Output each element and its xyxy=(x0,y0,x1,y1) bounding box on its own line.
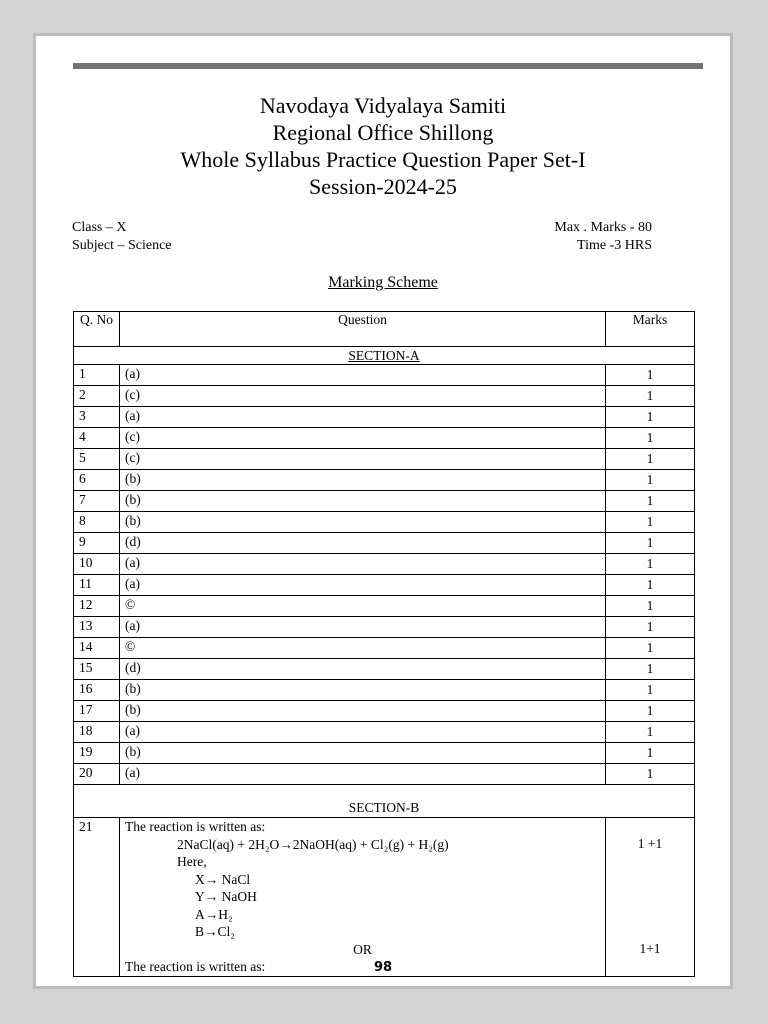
meta-left xyxy=(72,219,172,255)
qno-cell: 11 xyxy=(74,575,120,596)
qno-cell: 18 xyxy=(74,722,120,743)
table-row xyxy=(74,533,695,554)
answer-intro: The reaction is written as: xyxy=(125,819,266,834)
answer-cell: (a) xyxy=(120,764,606,785)
table-row xyxy=(74,554,695,575)
table-row xyxy=(74,617,695,638)
table-row xyxy=(74,575,695,596)
answer-here: Here, xyxy=(177,854,207,869)
table-row xyxy=(74,701,695,722)
answer-cell: (c) xyxy=(120,428,606,449)
table-row xyxy=(74,596,695,617)
qno-cell: 4 xyxy=(74,428,120,449)
answer-a: A→H₂ xyxy=(195,906,233,922)
marks-cell: 1 xyxy=(606,701,695,722)
col-qno-header: Q. No xyxy=(74,312,120,347)
table-row xyxy=(74,818,695,977)
answer-x: X→ NaCl xyxy=(195,871,251,887)
col-marks-header: Marks xyxy=(606,312,695,347)
marks-cell: 1 xyxy=(606,659,695,680)
marks-cell: 1 xyxy=(606,407,695,428)
answer-cell: (a) xyxy=(120,617,606,638)
marks-cell: 1 xyxy=(606,680,695,701)
table-row xyxy=(74,428,695,449)
answer-cell: (b) xyxy=(120,680,606,701)
qno-cell: 5 xyxy=(74,449,120,470)
header-line-4: Session-2024-25 xyxy=(309,174,457,199)
marks-2: 1+1 xyxy=(639,940,661,956)
header-line-2: Regional Office Shillong xyxy=(272,120,494,145)
answer-b: B→Cl₂ xyxy=(195,924,235,939)
table-row xyxy=(74,407,695,428)
answer-cell: (d) xyxy=(120,659,606,680)
qno-cell: 10 xyxy=(74,554,120,575)
top-rule xyxy=(73,63,703,69)
document-header xyxy=(36,92,730,200)
answer-or: OR xyxy=(353,941,372,957)
table-header-row xyxy=(74,312,695,347)
qno-cell: 8 xyxy=(74,512,120,533)
marks-cell: 1 xyxy=(606,428,695,449)
marks-cell: 1 xyxy=(606,386,695,407)
table-row xyxy=(74,743,695,764)
table-row xyxy=(74,512,695,533)
qno-cell: 17 xyxy=(74,701,120,722)
section-a-label: SECTION-A xyxy=(74,347,695,365)
section-a-row xyxy=(74,347,695,365)
page-number: 98 xyxy=(373,960,393,975)
qno-cell: 9 xyxy=(74,533,120,554)
table-row xyxy=(74,764,695,785)
answer-cell: (b) xyxy=(120,701,606,722)
marks-cell: 1 xyxy=(606,638,695,659)
table-row xyxy=(74,386,695,407)
qno-cell: 16 xyxy=(74,680,120,701)
table-row xyxy=(74,680,695,701)
answer-cell: (b) xyxy=(120,491,606,512)
subject-label: Subject – Science xyxy=(72,238,172,253)
answer-equation: 2NaCl(aq) + 2H₂O→2NaOH(aq) + Cl₂(g) + H₂(g) xyxy=(177,836,449,852)
marks-cell: 1 xyxy=(606,365,695,386)
marks-cell: 1 xyxy=(606,617,695,638)
marks-cell: 1 xyxy=(606,449,695,470)
header-line-3: Whole Syllabus Practice Question Paper Set-I xyxy=(180,147,586,172)
answer-cell: (a) xyxy=(120,575,606,596)
qno-cell: 13 xyxy=(74,617,120,638)
qno-cell: 2 xyxy=(74,386,120,407)
answer-cell: (b) xyxy=(120,512,606,533)
marks-cell: 1 xyxy=(606,470,695,491)
col-question-header: Question xyxy=(120,312,606,347)
marks-1: 1 +1 xyxy=(637,836,663,851)
section-b-label: SECTION-B xyxy=(74,785,695,818)
qno-cell: 21 xyxy=(74,818,120,977)
answer-cell: (b) xyxy=(120,743,606,764)
qno-cell: 19 xyxy=(74,743,120,764)
answer-cell: (c) xyxy=(120,386,606,407)
marking-scheme-title: Marking Scheme xyxy=(328,274,438,291)
table-row xyxy=(74,365,695,386)
marking-table xyxy=(73,311,695,977)
time-label: Time -3 HRS xyxy=(577,238,652,253)
document-page xyxy=(33,33,733,989)
qno-cell: 12 xyxy=(74,596,120,617)
marks-cell: 1 xyxy=(606,743,695,764)
section-b-row xyxy=(74,785,695,818)
answer-cell: © xyxy=(120,638,606,659)
answer-cell: (a) xyxy=(120,407,606,428)
qno-cell: 7 xyxy=(74,491,120,512)
answer-cell: © xyxy=(120,596,606,617)
answer-cell: (d) xyxy=(120,533,606,554)
marks-cell: 1 xyxy=(606,764,695,785)
table-row xyxy=(74,722,695,743)
table-row xyxy=(74,491,695,512)
marks-cell: 1 xyxy=(606,722,695,743)
marks-cell: 1 xyxy=(606,533,695,554)
max-marks-label: Max . Marks - 80 xyxy=(554,220,652,235)
qno-cell: 3 xyxy=(74,407,120,428)
answer-cell xyxy=(120,818,606,977)
table-row xyxy=(74,659,695,680)
qno-cell: 6 xyxy=(74,470,120,491)
meta-right xyxy=(554,219,652,255)
answer-cell: (a) xyxy=(120,554,606,575)
answer-cell: (a) xyxy=(120,365,606,386)
answer-cell: (a) xyxy=(120,722,606,743)
header-line-1: Navodaya Vidyalaya Samiti xyxy=(259,93,507,118)
answer-cell: (b) xyxy=(120,470,606,491)
marks-cell: 1 xyxy=(606,596,695,617)
marks-cell xyxy=(606,818,695,977)
qno-cell: 20 xyxy=(74,764,120,785)
table-row xyxy=(74,638,695,659)
class-label: Class – X xyxy=(72,220,127,235)
marks-cell: 1 xyxy=(606,512,695,533)
table-row xyxy=(74,449,695,470)
table-row xyxy=(74,470,695,491)
marks-cell: 1 xyxy=(606,554,695,575)
qno-cell: 1 xyxy=(74,365,120,386)
qno-cell: 15 xyxy=(74,659,120,680)
answer-cell: (c) xyxy=(120,449,606,470)
marks-cell: 1 xyxy=(606,575,695,596)
answer-y: Y→ NaOH xyxy=(195,889,257,904)
qno-cell: 14 xyxy=(74,638,120,659)
marks-cell: 1 xyxy=(606,491,695,512)
answer-intro-2: The reaction is written as: xyxy=(125,959,266,974)
